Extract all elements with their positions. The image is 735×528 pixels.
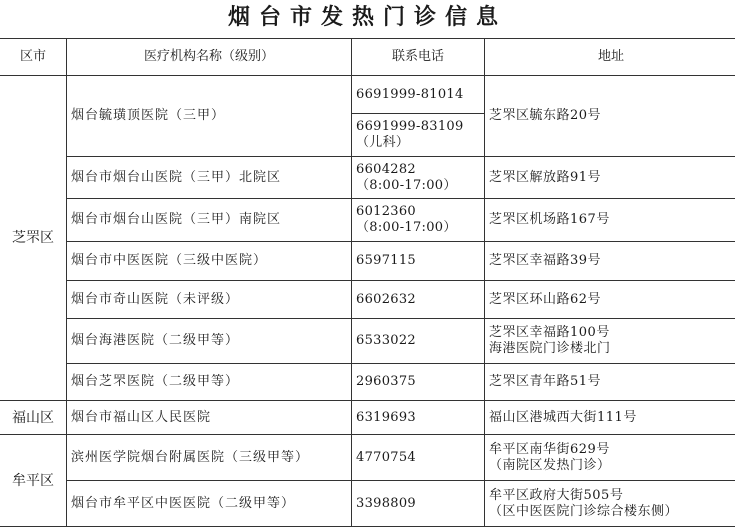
institution-cell: 烟台毓璜顶医院（三甲） (67, 76, 352, 157)
address-cell: 芝罘区幸福路100号 海港医院门诊楼北门 (485, 319, 735, 364)
phone-cell: 6597115 (352, 242, 485, 281)
address-cell: 芝罘区幸福路39号 (485, 242, 735, 281)
phone-cell: 6604282 （8:00-17:00） (352, 157, 485, 199)
phone-cell: 4770754 (352, 435, 485, 481)
table-row (0, 281, 735, 319)
address-cell: 牟平区南华街629号 （南院区发热门诊） (485, 435, 735, 481)
header-phone: 联系电话 (352, 39, 485, 76)
district-cell-zhifu: 芝罘区 (0, 76, 67, 401)
table-row (0, 435, 735, 481)
address-cell: 芝罘区解放路91号 (485, 157, 735, 199)
institution-cell: 烟台海港医院（二级甲等） (67, 319, 352, 364)
address-cell: 牟平区政府大街505号 （区中医医院门诊综合楼东侧） (485, 481, 735, 527)
table-row (0, 76, 735, 114)
address-cell: 芝罘区青年路51号 (485, 364, 735, 401)
institution-cell: 烟台市福山区人民医院 (67, 401, 352, 435)
page-title: 烟台市发热门诊信息 (227, 5, 507, 30)
phone-cell: 6319693 (352, 401, 485, 435)
phone-cell: 6691999-81014 (352, 76, 485, 114)
phone-cell: 6691999-83109 （儿科） (352, 114, 485, 157)
table-row (0, 319, 735, 364)
header-institution: 医疗机构名称（级别） (67, 39, 352, 76)
address-cell: 芝罘区环山路62号 (485, 281, 735, 319)
district-cell-fushan: 福山区 (0, 401, 67, 435)
address-cell: 福山区港城西大街111号 (485, 401, 735, 435)
table-row (0, 364, 735, 401)
phone-cell: 3398809 (352, 481, 485, 527)
district-cell-muping: 牟平区 (0, 435, 67, 527)
phone-cell: 6012360 （8:00-17:00） (352, 199, 485, 242)
phone-cell: 2960375 (352, 364, 485, 401)
fever-clinic-table (0, 38, 735, 527)
phone-cell: 6533022 (352, 319, 485, 364)
table-row (0, 481, 735, 527)
table-row (0, 157, 735, 199)
phone-cell: 6602632 (352, 281, 485, 319)
institution-cell: 烟台市奇山医院（未评级） (67, 281, 352, 319)
table-header-row (0, 39, 735, 76)
table-row (0, 401, 735, 435)
header-district: 区市 (0, 39, 67, 76)
table-row (0, 242, 735, 281)
table-row (0, 199, 735, 242)
institution-cell: 滨州医学院烟台附属医院（三级甲等） (67, 435, 352, 481)
address-cell: 芝罘区毓东路20号 (485, 76, 735, 157)
institution-cell: 烟台市烟台山医院（三甲）南院区 (67, 199, 352, 242)
institution-cell: 烟台芝罘医院（二级甲等） (67, 364, 352, 401)
address-cell: 芝罘区机场路167号 (485, 199, 735, 242)
header-address: 地址 (485, 39, 735, 76)
institution-cell: 烟台市牟平区中医医院（二级甲等） (67, 481, 352, 527)
institution-cell: 烟台市中医医院（三级中医院） (67, 242, 352, 281)
institution-cell: 烟台市烟台山医院（三甲）北院区 (67, 157, 352, 199)
